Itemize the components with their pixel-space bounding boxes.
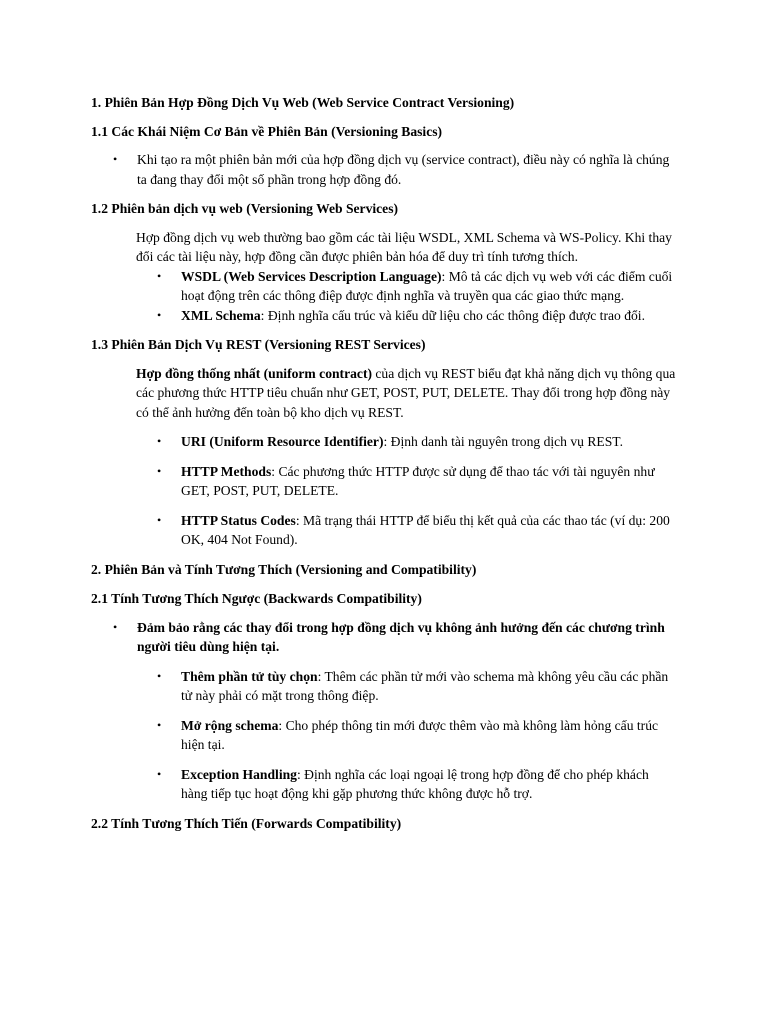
definition: : Định nghĩa các loại ngoại lệ trong hợp đồng để cho phép khách hàng tiếp tục hoạt động khi gặp phương thức không được hỗ trợ. bbox=[181, 766, 649, 801]
term: HTTP Methods bbox=[181, 463, 272, 479]
bullet-icon: • bbox=[157, 268, 162, 283]
definition: : Định nghĩa cấu trúc và kiểu dữ liệu cho các thông điệp được trao đổi. bbox=[260, 307, 645, 323]
list-1-1 bbox=[91, 150, 676, 189]
list-item bbox=[159, 765, 676, 804]
term: Thêm phần tử tùy chọn bbox=[181, 668, 318, 684]
heading-1-2: 1.2 Phiên bản dịch vụ web (Versioning Web Services) bbox=[91, 201, 399, 216]
heading-2-1: 2.1 Tính Tương Thích Ngược (Backwards Compatibility) bbox=[91, 591, 422, 606]
bullet-icon: • bbox=[157, 463, 162, 478]
definition: : Cho phép thông tin mới được thêm vào mà không làm hỏng cấu trúc hiện tại. bbox=[181, 717, 659, 752]
paragraph-1-3 bbox=[91, 364, 676, 423]
list-item-text: Đảm bảo rằng các thay đổi trong hợp đồng dịch vụ không ảnh hưởng đến các chương trình người tiêu dùng hiện tại. bbox=[137, 619, 665, 654]
bullet-icon: • bbox=[113, 619, 118, 634]
bullet-icon: • bbox=[157, 717, 162, 732]
bullet-icon: • bbox=[157, 307, 162, 322]
term: HTTP Status Codes bbox=[181, 512, 296, 528]
definition: : Các phương thức HTTP được sử dụng để thao tác với tài nguyên như GET, POST, PUT, DELETE. bbox=[181, 463, 655, 498]
list-item bbox=[159, 511, 676, 550]
bullet-icon: • bbox=[157, 668, 162, 683]
definition: : Thêm các phần tử mới vào schema mà không yêu cầu các phần tử này phải có mặt trong thông điệp. bbox=[181, 668, 669, 703]
definition: : Mã trạng thái HTTP để biểu thị kết quả của các thao tác (ví dụ: 200 OK, 404 Not Found). bbox=[181, 512, 670, 547]
list-item bbox=[115, 150, 676, 189]
list-item bbox=[159, 667, 676, 706]
term: URI (Uniform Resource Identifier) bbox=[181, 434, 384, 449]
bullet-icon: • bbox=[157, 766, 162, 781]
list-2-1 bbox=[91, 618, 676, 804]
list-item bbox=[159, 716, 676, 755]
paragraph-1-2: Hợp đồng dịch vụ web thường bao gồm các tài liệu WSDL, XML Schema và WS-Policy. Khi thay đổi các tài liệu này, hợp đồng cần được phiên bản hóa để duy trì tính tương thích. bbox=[136, 229, 672, 264]
list-1-2 bbox=[91, 267, 676, 326]
term: XML Schema bbox=[181, 307, 261, 323]
list-item bbox=[159, 462, 676, 501]
definition: : Mô tả các dịch vụ web với các điểm cuối hoạt động trên các thông điệp được định nghĩa và truyền qua các giao thức mạng. bbox=[181, 268, 673, 303]
bullet-icon: • bbox=[113, 152, 118, 166]
document-page bbox=[91, 93, 676, 842]
definition: : Định danh tài nguyên trong dịch vụ REST. bbox=[383, 434, 623, 449]
paragraph-text: của dịch vụ REST biểu đạt khả năng dịch vụ thông qua các phương thức HTTP tiêu chuẩn như GET, POST, PUT, DELETE. Thay đổi trong hợp đồng này có thể ảnh hưởng đến toàn bộ kho dịch vụ REST. bbox=[136, 365, 676, 420]
bullet-icon: • bbox=[157, 434, 162, 448]
term: Mở rộng schema bbox=[181, 717, 279, 733]
list-item-text: Khi tạo ra một phiên bản mới của hợp đồng dịch vụ (service contract), điều này có nghĩa là chúng ta đang thay đổi một số phần trong hợp đồng đó. bbox=[137, 152, 670, 187]
term: Hợp đồng thống nhất (uniform contract) bbox=[136, 365, 372, 381]
heading-section-2: 2. Phiên Bản và Tính Tương Thích (Versioning and Compatibility) bbox=[91, 561, 477, 577]
list-item bbox=[115, 618, 676, 657]
list-1-3 bbox=[91, 432, 676, 550]
list-item bbox=[159, 306, 676, 326]
heading-1-3: 1.3 Phiên Bản Dịch Vụ REST (Versioning REST Services) bbox=[91, 337, 426, 352]
term: Exception Handling bbox=[181, 766, 297, 782]
list-item bbox=[159, 267, 676, 306]
term: WSDL (Web Services Description Language) bbox=[181, 268, 442, 284]
bullet-icon: • bbox=[157, 512, 162, 527]
list-item bbox=[159, 432, 676, 452]
heading-section-1: 1. Phiên Bản Hợp Đồng Dịch Vụ Web (Web Service Contract Versioning) bbox=[91, 95, 515, 110]
heading-2-2: 2.2 Tính Tương Thích Tiến (Forwards Compatibility) bbox=[91, 815, 402, 831]
heading-1-1: 1.1 Các Khái Niệm Cơ Bản về Phiên Bản (Versioning Basics) bbox=[91, 123, 443, 139]
